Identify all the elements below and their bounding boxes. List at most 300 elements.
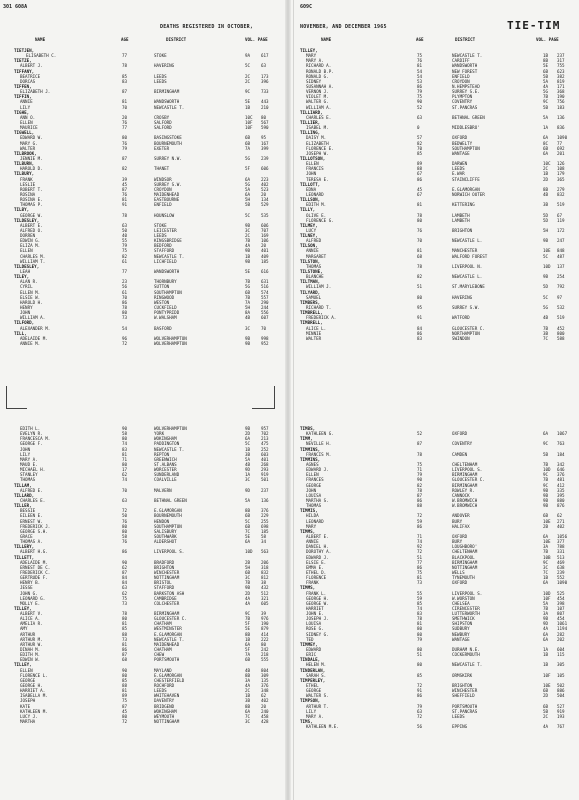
age: 84 xyxy=(122,580,128,586)
district: GLOUCESTER C. xyxy=(452,477,485,483)
age: 75 xyxy=(417,569,423,575)
age: 75 xyxy=(417,94,423,100)
forename: MARY xyxy=(306,523,317,529)
volume: 9B xyxy=(245,426,251,431)
page-number: 402 xyxy=(261,181,269,187)
age: 77 xyxy=(122,53,128,59)
district: WESTON xyxy=(154,299,170,305)
page-number: 242 xyxy=(261,647,269,653)
forename: AMELIA R. xyxy=(20,621,43,627)
district: E.WAR xyxy=(452,171,465,177)
forename: FREDERICK C. xyxy=(20,569,51,575)
page-number: 62 xyxy=(557,513,563,519)
district: CARDIFF xyxy=(452,58,470,64)
page-number: 20 xyxy=(261,703,267,709)
surname-text: TIMMS, xyxy=(300,528,316,534)
forename: THOMAS P. xyxy=(20,202,43,208)
volume: 6B xyxy=(543,688,549,694)
forename: EDWARD xyxy=(306,647,322,653)
page-number: 376 xyxy=(557,472,565,478)
page-number: 698 xyxy=(261,523,269,529)
district: WANDSWORTH xyxy=(154,99,180,105)
forename: EDWARD J. xyxy=(306,467,329,473)
forename: ETHEL D. xyxy=(306,569,327,575)
page-number: 335 xyxy=(557,487,565,493)
forename: ROSINA E. xyxy=(20,197,43,203)
district: LEEDS xyxy=(154,73,167,79)
district: CROYDON xyxy=(452,78,470,84)
surname-text: TILBURN, xyxy=(14,161,35,167)
page-number: 210 xyxy=(261,104,269,110)
volume: 2B xyxy=(543,523,549,529)
page-number: 1090 xyxy=(557,580,568,586)
age: 78 xyxy=(417,263,423,269)
forename: GRACE xyxy=(20,533,33,539)
surname-text: TILLERY, xyxy=(14,544,35,550)
age: 77 xyxy=(417,559,423,565)
forename: ALBERT E. xyxy=(306,533,329,539)
forename: ALBERT J. xyxy=(20,63,43,69)
page-number: 80 xyxy=(261,641,267,647)
age: 74 xyxy=(122,477,128,483)
surname-text: TIMM, xyxy=(300,436,313,442)
page-number: 70 xyxy=(261,325,267,331)
volume: 5G xyxy=(543,89,549,95)
age: 85 xyxy=(122,73,128,79)
age: 77 xyxy=(122,125,128,131)
surname-text: TIMMEY, xyxy=(300,641,318,647)
age: 62 xyxy=(122,590,128,596)
district: W.BROMWICH xyxy=(452,497,478,503)
page-number: 1061 xyxy=(557,621,568,627)
volume: 9B xyxy=(543,497,549,503)
age: 83 xyxy=(417,335,423,341)
age: 80 xyxy=(417,217,423,223)
age: 80 xyxy=(122,461,128,467)
forename: AMY xyxy=(20,626,28,632)
district: GLOUCESTER C. xyxy=(154,616,187,622)
page-number: 819 xyxy=(557,78,565,84)
volume: 10C xyxy=(543,161,551,167)
district: PLYMPTON xyxy=(452,94,473,100)
age: 86 xyxy=(122,647,128,653)
forename: MOLLY E. xyxy=(20,600,41,606)
surname-text: TIMMIS, xyxy=(300,508,318,514)
volume: 9C xyxy=(543,441,549,447)
district: CROSBY xyxy=(154,114,170,120)
surname-text: TIMS, xyxy=(300,719,313,725)
district: BIRMINGHAM xyxy=(452,472,478,478)
volume: 5C xyxy=(543,253,549,259)
district: CAMDEN xyxy=(452,451,468,457)
forename: HAROLD H. xyxy=(20,299,43,305)
forename: THOMAS xyxy=(20,477,36,483)
district: W.WORSTON xyxy=(452,595,475,601)
forename: MARGARET xyxy=(306,253,327,259)
age: 71 xyxy=(122,456,128,462)
age: 80 xyxy=(122,436,128,442)
surname-text: TILLIER, xyxy=(300,119,321,125)
forename: CHARLES E. xyxy=(20,497,46,503)
district: WOLVERHAMPTON xyxy=(154,341,187,347)
right-header-vol-page: VOL. PAGE xyxy=(536,37,559,42)
age: 77 xyxy=(122,269,128,275)
page-number: 77 xyxy=(557,140,563,146)
forename: ALBERT V. xyxy=(20,611,43,617)
district: SUTTON xyxy=(154,284,170,290)
forename: JOHN xyxy=(306,171,317,177)
volume: 2D xyxy=(543,176,549,182)
surname-text: TILLETT, xyxy=(14,554,35,560)
page-number: 348 xyxy=(261,688,269,694)
age: 92 xyxy=(417,544,423,550)
district: E.GLAMORGAN xyxy=(154,631,182,637)
age: 80 xyxy=(417,631,423,637)
age: 53 xyxy=(417,78,423,84)
district: MAYLAND xyxy=(154,667,172,673)
forename: ISABELLA M. xyxy=(20,693,48,699)
forename: GEORGE xyxy=(306,688,322,694)
death-entry-row xyxy=(14,719,284,724)
age: 78 xyxy=(122,611,128,617)
page-number: 20 xyxy=(261,191,267,197)
forename: FRANK xyxy=(306,580,319,586)
right-header-district: DISTRICT xyxy=(455,37,476,42)
forename: ROSINA xyxy=(20,191,36,197)
district: WORCESTER xyxy=(154,467,177,473)
district: LIVERPOOL S. xyxy=(452,467,483,473)
age: 81 xyxy=(122,99,128,105)
district: BRIGHTON xyxy=(452,227,473,233)
page-fold xyxy=(285,0,291,800)
page-number: 202 xyxy=(557,636,565,642)
age: 0 xyxy=(417,125,420,131)
page-number: 119 xyxy=(557,217,565,223)
page-number: 623 xyxy=(557,68,565,74)
district: GREENWICH xyxy=(154,456,177,462)
surname-text: TILLAM, xyxy=(14,482,32,488)
volume: 7B xyxy=(245,279,251,285)
page-number: 504 xyxy=(557,693,565,699)
forename: ANN O. xyxy=(20,114,36,120)
district: CANNOCK xyxy=(452,492,470,498)
forename: LEONARD G. xyxy=(20,595,46,601)
page-number: 512 xyxy=(261,590,269,596)
district: BETHNAL GREEN xyxy=(154,497,187,503)
age: 63 xyxy=(122,497,128,503)
page-number: 532 xyxy=(557,305,565,311)
age: 71 xyxy=(417,533,423,539)
forename: EMMA E. xyxy=(306,564,324,570)
district: MALVERN xyxy=(154,487,172,493)
forename: GEORGE S.H. xyxy=(20,528,48,534)
forename: GEORGE H. xyxy=(20,683,43,689)
age: 82 xyxy=(417,274,423,280)
forename: MARY A. xyxy=(306,58,324,64)
volume: 7C xyxy=(245,528,251,534)
age: 95 xyxy=(417,305,423,311)
age: 81 xyxy=(122,451,128,457)
forename: FRANCESCA M. xyxy=(20,436,51,442)
forename: JOHN xyxy=(20,310,31,316)
page-number: 183 xyxy=(557,104,565,110)
district: BURY xyxy=(452,539,463,545)
district: ST.MARYLEBONE xyxy=(452,284,485,290)
surname-text: TIGHE, xyxy=(14,109,30,115)
forename: EDITH M. xyxy=(20,652,41,658)
district: NORTHAMPTON xyxy=(452,330,480,336)
volume: 5F xyxy=(245,647,251,653)
volume: 9D xyxy=(245,487,251,493)
forename: HENRY B. xyxy=(20,580,41,586)
forename: THOMAS xyxy=(306,263,322,269)
age: 74 xyxy=(417,539,423,545)
page-number: 290 xyxy=(261,299,269,305)
forename: BLANCHE xyxy=(306,274,324,280)
volume: 4B xyxy=(245,667,251,673)
forename: ANNIE xyxy=(306,248,319,254)
age: 80 xyxy=(417,626,423,632)
age: 58 xyxy=(122,431,128,437)
page-number: 432 xyxy=(261,585,269,591)
surname-text: TILEY, xyxy=(14,274,30,280)
district: NEWCASTLE T. xyxy=(154,636,185,642)
forename: LILY xyxy=(306,708,317,714)
age: 86 xyxy=(417,693,423,699)
page-number: 254 xyxy=(557,274,565,280)
volume: 3B xyxy=(543,330,549,336)
volume: 1B xyxy=(543,575,549,581)
volume: 7C xyxy=(543,335,549,341)
age: 59 xyxy=(417,518,423,524)
age: 78 xyxy=(417,616,423,622)
forename: FREDERICK A. xyxy=(306,315,337,321)
page-number: 606 xyxy=(261,166,269,172)
district: WANDSWORTH xyxy=(154,269,180,275)
forename: SAMUEL xyxy=(306,294,322,300)
right-header-name: NAME xyxy=(321,37,332,42)
district: NEWCASTLE T. xyxy=(154,104,185,110)
forename: GEORGE F. xyxy=(20,441,43,447)
district: BIRMINGHAM xyxy=(154,89,180,95)
forename: EVELYN R. xyxy=(20,431,43,437)
page-number: 382 xyxy=(557,73,565,79)
volume: 4A xyxy=(245,243,251,249)
district: CHELTENHAM xyxy=(452,461,478,467)
forename: SUSANNAH A. xyxy=(306,83,334,89)
forename: JOSEPH W. xyxy=(306,150,329,156)
volume: 8B xyxy=(543,186,549,192)
surname-text: TILLEY, xyxy=(300,48,318,53)
page-number: 34 xyxy=(261,539,267,545)
page-number: 702 xyxy=(261,431,269,437)
age: 80 xyxy=(122,713,128,719)
age: 75 xyxy=(417,53,423,59)
volume: 4A xyxy=(543,724,549,730)
age: 88 xyxy=(417,166,423,172)
page-number: 107 xyxy=(557,605,565,611)
volume: 9C xyxy=(543,472,549,478)
volume: 6B xyxy=(245,657,251,663)
forename: FRANCES xyxy=(306,477,324,483)
page-number: 293 xyxy=(261,467,269,473)
forename: ANNIE xyxy=(20,99,33,105)
death-entry-row xyxy=(300,724,572,729)
age: 80 xyxy=(417,662,423,668)
page-number: 342 xyxy=(557,461,565,467)
volume: 10E xyxy=(543,683,551,689)
forename: MARTHA xyxy=(20,719,36,725)
forename: HAROLD D. xyxy=(20,166,43,172)
district: BEDWELTY xyxy=(452,140,473,146)
forename: EDWARD J. xyxy=(306,554,329,560)
age: 51 xyxy=(417,284,423,290)
page-number: 402 xyxy=(557,523,565,529)
forename: FLORENCE xyxy=(306,575,327,581)
forename: AGNES xyxy=(306,461,319,467)
age: 83 xyxy=(122,78,128,84)
page-number: 919 xyxy=(261,472,269,478)
page-number: 557 xyxy=(261,294,269,300)
volume: 3A xyxy=(543,611,549,617)
volume: 1B xyxy=(245,253,251,259)
age: 90 xyxy=(122,426,128,431)
volume: 6A xyxy=(245,708,251,714)
page-number: 998 xyxy=(261,335,269,341)
page-number: 692 xyxy=(557,145,565,151)
forename: EDITH L. xyxy=(20,426,41,431)
page-number: 452 xyxy=(557,325,565,331)
volume: 1B xyxy=(245,446,251,452)
age: 80 xyxy=(417,647,423,653)
page-number: 134 xyxy=(261,197,269,203)
forename: ARTHUR T. xyxy=(306,703,329,709)
forename: ELIZABETH J. xyxy=(20,89,51,95)
volume: 6B xyxy=(245,135,251,141)
left-top-entries xyxy=(14,48,284,346)
volume: 5B xyxy=(245,202,251,208)
volume: 5D xyxy=(543,284,549,290)
forename: SIDNEY G. xyxy=(306,631,329,637)
volume: 9D xyxy=(543,621,549,627)
forename: ALBERT H.G. xyxy=(20,549,48,555)
volume: 2C xyxy=(245,688,251,694)
age: 61 xyxy=(122,289,128,295)
district: OXFORD xyxy=(452,431,468,437)
forename: JENNIE M. xyxy=(20,155,43,161)
volume: 6B xyxy=(543,145,549,151)
forename: KATE xyxy=(20,703,31,709)
surname-text: TILSTON, xyxy=(300,258,321,264)
forename: GEORGE W. xyxy=(306,600,329,606)
forename: FRANK L. xyxy=(306,590,327,596)
volume: 6A xyxy=(245,436,251,442)
age: 67 xyxy=(417,191,423,197)
age: 70 xyxy=(122,104,128,110)
surname-text: TILDESLEY, xyxy=(14,217,40,223)
volume: 7B xyxy=(543,325,549,331)
volume: 7B xyxy=(543,477,549,483)
age: 67 xyxy=(417,171,423,177)
district: EPPING xyxy=(452,724,468,730)
forename: MARY A. xyxy=(20,456,38,462)
page-number: 173 xyxy=(261,73,269,79)
surname-text: TILYARD, xyxy=(300,289,321,295)
age: 81 xyxy=(417,621,423,627)
age: 88 xyxy=(417,503,423,509)
age: 78 xyxy=(122,63,128,69)
forename: WILLIAM A. xyxy=(20,315,46,321)
forename: DINAH M. xyxy=(20,647,41,653)
page-number: 606 xyxy=(261,222,269,228)
district: WOKINGHAM xyxy=(154,708,177,714)
surname-text: TIMMINS, xyxy=(300,456,321,462)
volume: 2C xyxy=(245,78,251,84)
forename: WALTER S. xyxy=(306,693,329,699)
district: E.GLAMORGAN xyxy=(154,508,182,514)
page-number: 590 xyxy=(261,125,269,131)
page-number: 525 xyxy=(557,590,565,596)
volume: 10C xyxy=(245,114,253,120)
district: STAINCLIFFE xyxy=(452,176,480,182)
volume: 2C xyxy=(245,73,251,79)
district: LICHFIELD xyxy=(154,258,177,264)
age: 75 xyxy=(417,461,423,467)
volume: 6A xyxy=(543,636,549,642)
district: COLCHESTER xyxy=(154,600,180,606)
district: OXFORD xyxy=(452,533,468,539)
age: 82 xyxy=(417,140,423,146)
page-number: 616 xyxy=(261,269,269,275)
age: 52 xyxy=(417,431,423,437)
page-number: 605 xyxy=(261,600,269,606)
district: SURREY S.W. xyxy=(154,181,182,187)
age: 45 xyxy=(122,181,128,187)
district: EXETER xyxy=(154,145,170,151)
page-number: 880 xyxy=(557,497,565,503)
forename: ISABEL M. xyxy=(306,125,329,131)
right-bottom-entries xyxy=(300,426,572,729)
volume: 5E xyxy=(245,533,251,539)
page-number: 402 xyxy=(261,698,269,704)
district: BETHNAL GREEN xyxy=(452,114,485,120)
page-number: 529 xyxy=(261,202,269,208)
age: 56 xyxy=(417,724,423,730)
volume: 6B xyxy=(245,523,251,529)
volume: 5C xyxy=(543,294,549,300)
volume: 7B xyxy=(245,238,251,244)
page-number: 206 xyxy=(261,559,269,565)
volume: 5G xyxy=(245,181,251,187)
age: 87 xyxy=(417,492,423,498)
forename: WALTER G. xyxy=(306,99,329,105)
district: HENDON xyxy=(154,518,170,524)
district: COALVILLE xyxy=(154,477,177,483)
forename: ELIZA M. xyxy=(20,243,41,249)
surname-text: TIMBERS, xyxy=(300,299,321,305)
district: BIRMINGHAM xyxy=(452,482,478,488)
volume: 2C xyxy=(245,233,251,239)
age: 85 xyxy=(122,677,128,683)
surname-text: TILLER, xyxy=(14,503,32,509)
surname-text: TIFFIN, xyxy=(14,94,32,100)
forename: JOHN G. xyxy=(20,590,38,596)
forename: JOHN xyxy=(20,446,31,452)
age: 81 xyxy=(122,621,128,627)
district: ALDERSHOT xyxy=(154,539,177,545)
age: 76 xyxy=(122,518,128,524)
district: BURY xyxy=(452,518,463,524)
